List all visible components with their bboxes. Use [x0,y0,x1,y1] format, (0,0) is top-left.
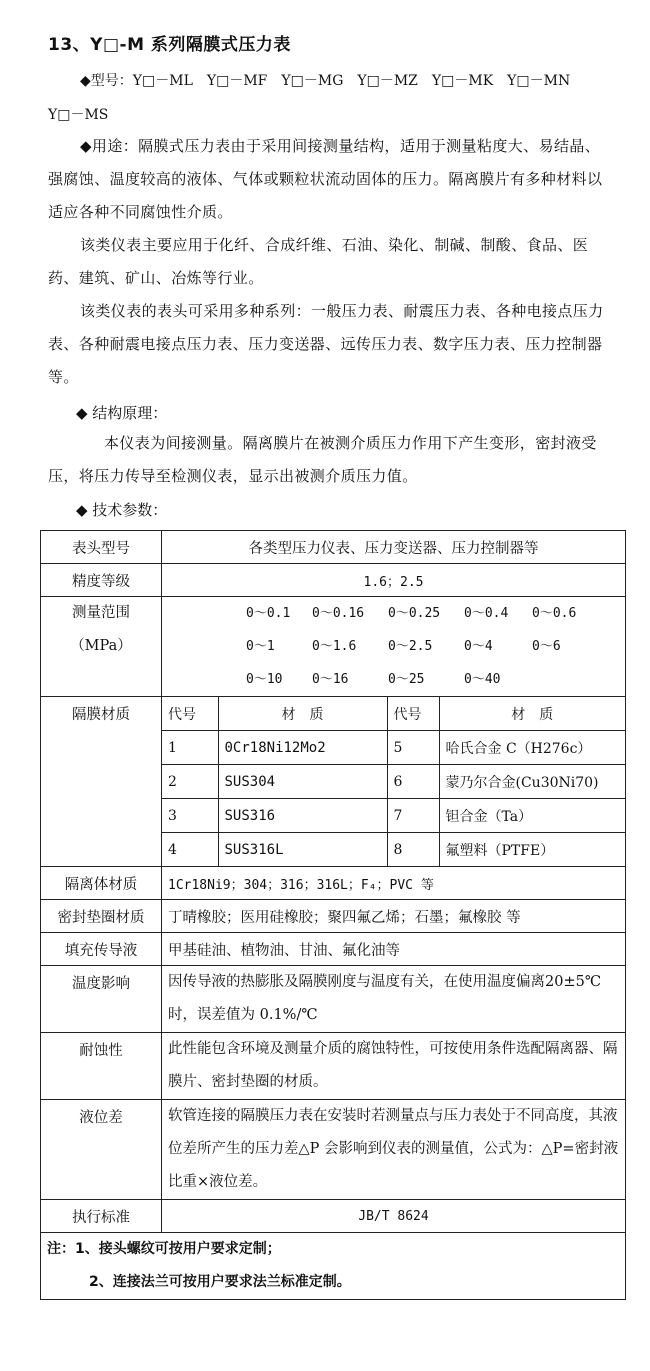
temp-label: 温度影响 [41,966,162,1033]
table-row [41,900,626,933]
diaphragm-row [162,799,625,833]
structure-paragraph: 本仪表为间接测量。隔离膜片在被测介质压力作用下产生变形，密封液受压，将压力传导至检测仪表，显示出被测介质压力值。 [48,434,597,485]
range-value: 0～1 [246,639,275,654]
accuracy-value: 1.6；2.5 [162,564,626,597]
material-cell: SUS316 [218,799,387,833]
corrosion-label: 耐蚀性 [41,1033,162,1100]
isolator-value: 1Cr18Ni9；304；316；316L；F₄；PVC 等 [162,867,626,900]
col-code-header: 代号 [387,697,439,731]
material-cell: 蒙乃尔合金(Cu30Ni70) [439,765,625,799]
table-row [41,1033,626,1100]
models-line-1: ◆型号：Y□－ML Y□－MF Y□－MG Y□－MZ Y□－MK Y□－MN [80,73,571,89]
table-row [41,966,626,1033]
range-value: 0～40 [464,672,501,687]
corrosion-value: 此性能包含环境及测量介质的腐蚀特性，可按使用条件选配隔离器、隔膜片、密封垫圈的材质。 [162,1033,626,1100]
range-value: 0～1.6 [312,639,357,654]
range-value: 0～0.25 [388,606,441,621]
col-material-header: 材 质 [439,697,625,731]
note-1: 注：1、接头螺纹可按用户要求定制； [47,1241,281,1257]
range-value: 0～25 [388,672,425,687]
table-row [41,933,626,966]
table-row [41,697,626,867]
code-cell: 6 [387,765,439,799]
params-heading: ◆ 技术参数： [76,501,168,519]
standard-label: 执行标准 [41,1200,162,1233]
range-value: 0～10 [246,672,283,687]
range-label [41,597,162,697]
material-cell: 哈氏合金 C（H276c） [439,731,625,765]
head-type-label: 表头型号 [41,531,162,564]
structure-heading: ◆ 结构原理： [76,404,168,422]
seal-value: 丁晴橡胶；医用硅橡胶；聚四氟乙烯；石墨；氟橡胶 等 [162,900,626,933]
table-row [41,597,626,697]
range-value: 0～0.6 [532,606,577,621]
diaphragm-row [162,731,625,765]
code-cell: 4 [162,833,218,867]
spec-table [40,530,626,1300]
code-cell: 2 [162,765,218,799]
usage-paragraph: ◆用途：隔膜式压力表由于采用间接测量结构，适用于测量粘度大、易结晶、强腐蚀、温度较高的液体、气体或颗粒状流动固体的压力。隔离膜片有多种材料以适应各种不同腐蚀性介质。 [48,137,603,221]
code-cell: 8 [387,833,439,867]
standard-value: JB/T 8624 [162,1200,626,1233]
models-line-2: Y□－MS [48,107,109,123]
diaphragm-table [162,697,625,866]
diaphragm-row [162,833,625,867]
code-cell: 5 [387,731,439,765]
fill-label: 填充传导液 [41,933,162,966]
isolator-label: 隔离体材质 [41,867,162,900]
code-cell: 3 [162,799,218,833]
range-label-unit: （MPa） [70,638,132,654]
series-paragraph: 该类仪表的表头可采用多种系列：一般压力表、耐震压力表、各种电接点压力表、各种耐震电接点压力表、压力变送器、远传压力表、数字压力表、压力控制器等。 [48,302,604,386]
range-value: 0～2.5 [388,639,433,654]
range-value [532,663,592,696]
level-value: 软管连接的隔膜压力表在安装时若测量点与压力表处于不同高度，其液位差所产生的压力差△P 会影响到仪表的测量值，公式为：△P=密封液比重×液位差。 [162,1100,626,1200]
range-values [162,597,626,697]
note-2: 2、连接法兰可按用户要求法兰标准定制。 [89,1274,351,1290]
fill-value: 甲基硅油、植物油、甘油、氟化油等 [162,933,626,966]
notes-cell [41,1233,626,1300]
range-value: 0～6 [532,639,561,654]
application-paragraph: 该类仪表主要应用于化纤、合成纤维、石油、染化、制碱、制酸、食品、医药、建筑、矿山、冶炼等行业。 [48,236,589,287]
col-material-header: 材 质 [218,697,387,731]
page-title: 13、Y□-M 系列隔膜式压力表 [48,35,291,55]
range-value: 0～16 [312,672,349,687]
level-label: 液位差 [41,1100,162,1200]
code-cell: 1 [162,731,218,765]
table-row [41,531,626,564]
head-type-value: 各类型压力仪表、压力变送器、压力控制器等 [162,531,626,564]
col-code-header: 代号 [162,697,218,731]
material-cell: SUS316L [218,833,387,867]
material-cell: 钽合金（Ta） [439,799,625,833]
seal-label: 密封垫圈材质 [41,900,162,933]
diaphragm-cell [162,697,626,867]
range-grid [162,597,625,696]
range-value: 0～0.16 [312,606,365,621]
accuracy-label: 精度等级 [41,564,162,597]
table-row [41,564,626,597]
table-row [41,1200,626,1233]
temp-value: 因传导液的热膨胀及隔膜刚度与温度有关，在使用温度偏离20±5℃时，误差值为 0.1%/℃ [162,966,626,1033]
code-cell: 7 [387,799,439,833]
range-value: 0～4 [464,639,493,654]
diaphragm-row [162,765,625,799]
material-cell: 0Cr18Ni12Mo2 [218,731,387,765]
material-cell: 氟塑料（PTFE） [439,833,625,867]
range-value: 0～0.4 [464,606,509,621]
table-row [41,1233,626,1300]
material-cell: SUS304 [218,765,387,799]
diaphragm-label: 隔膜材质 [41,697,162,867]
range-label-name: 测量范围 [72,605,130,621]
range-value: 0～0.1 [246,606,291,621]
diaphragm-header-row [162,697,625,731]
table-row [41,1100,626,1200]
table-row [41,867,626,900]
